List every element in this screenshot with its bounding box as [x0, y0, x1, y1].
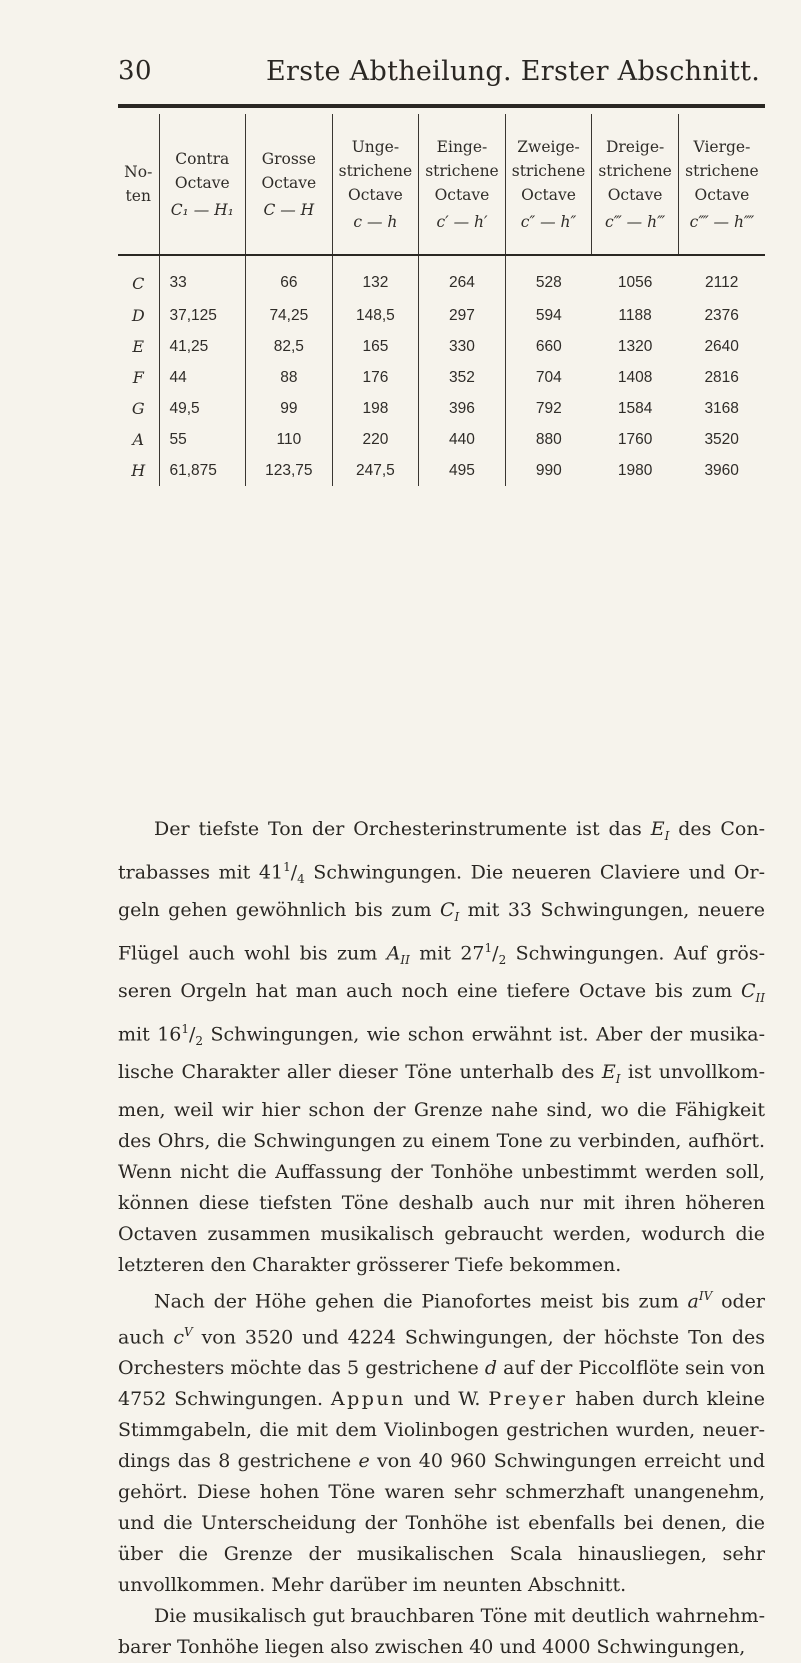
body-text: [118, 814, 765, 1663]
column-header-line: Octave: [261, 173, 317, 192]
octave-range-label: C — H: [263, 200, 315, 219]
frequency-cell: 37,125: [159, 300, 246, 331]
text-segment: V: [184, 1324, 193, 1339]
frequency-cell: 110: [246, 424, 333, 455]
frequency-cell: 74,25: [246, 300, 333, 331]
text-segment: A: [386, 942, 401, 965]
frequency-cell: 88: [246, 362, 333, 393]
frequency-cell: 247,5: [332, 455, 419, 486]
paragraph: [118, 1601, 765, 1663]
column-header-line: strichene: [338, 161, 413, 180]
text-segment: C: [439, 898, 455, 921]
text-segment: mit 27: [409, 942, 485, 965]
frequency-cell: 1056: [617, 274, 653, 291]
frequency-cell: 1408: [617, 368, 653, 386]
table-row: [118, 393, 765, 424]
note-name-cell: A: [132, 430, 145, 449]
note-name-cell: E: [132, 337, 145, 356]
frequency-cell: 2112: [705, 274, 739, 291]
text-segment: 1: [283, 859, 291, 874]
text-segment: 2: [195, 1033, 204, 1048]
frequency-cell: 2640: [704, 337, 739, 355]
column-header-line: Unge-: [351, 137, 400, 156]
table-header-row: [118, 114, 765, 255]
author-name: Appun: [330, 1388, 406, 1411]
text-segment: oder auch: [118, 1289, 765, 1349]
column-header-line: Contra: [175, 149, 230, 168]
column-header-line: Octave: [174, 173, 230, 192]
frequency-cell: 330: [419, 331, 506, 362]
table-row: [118, 424, 765, 455]
table-row: [118, 300, 765, 331]
column-header-line: Zweige-: [517, 137, 580, 156]
text-segment: /: [290, 861, 298, 884]
column-header-line: ten: [125, 187, 151, 205]
text-segment: ist unvollkommen, weil wir hier schon der Grenze nahe sind, wo die Fähigkeit des Ohrs, die Schwingungen zu einem Tone zu verbinden, aufhört. Wenn nicht die Auffassung der Tonhöhe unbestimmt werden soll, können diese tiefsten Töne deshalb auch nur mit ihren höheren Octaven zusammen musikalisch gebraucht werden, wodurch die letzteren den Charakter grösserer Tiefe bekommen.: [118, 1060, 765, 1276]
column-header-line: Octave: [694, 185, 750, 204]
octave-range-label: c′ — h′: [436, 212, 488, 231]
column-header-line: strichene: [425, 161, 499, 180]
note-name-cell: C: [132, 273, 145, 293]
page-header: [118, 56, 761, 92]
column-header: [118, 114, 159, 255]
frequency-cell: 990: [505, 455, 592, 486]
paragraph: [118, 1281, 765, 1602]
frequency-cell: 495: [419, 455, 506, 486]
frequency-cell: 880: [505, 424, 592, 455]
text-segment: I: [615, 1071, 621, 1086]
octave-range-label: c″ — h″: [520, 212, 577, 231]
frequency-cell: 49,5: [159, 393, 246, 424]
text-segment: des Contrabasses mit 41: [118, 818, 765, 884]
frequency-cell: 176: [332, 362, 419, 393]
note-name-cell: G: [131, 399, 145, 418]
author-name: Preyer: [488, 1388, 568, 1411]
text-segment: II: [755, 990, 765, 1005]
frequency-table: [118, 114, 765, 486]
frequency-cell: 3960: [704, 461, 739, 479]
frequency-cell: 440: [419, 424, 506, 455]
frequency-cell: 660: [505, 331, 592, 362]
text-segment: und W.: [405, 1388, 489, 1411]
text-segment: a: [687, 1289, 699, 1312]
octave-range-label: C₁ — H₁: [170, 200, 234, 219]
note-name-cell: D: [131, 306, 145, 325]
text-segment: IV: [698, 1288, 713, 1303]
frequency-cell: 2376: [704, 306, 739, 324]
text-segment: Schwingungen. Auf grösseren Orgeln hat man auch noch eine tiefere Octave bis zum: [118, 942, 766, 1002]
column-header-line: strichene: [598, 161, 672, 180]
column-header-line: Vierge-: [693, 137, 751, 156]
text-segment: E: [601, 1060, 616, 1083]
frequency-cell: 1584: [617, 399, 653, 417]
column-header-line: Octave: [521, 185, 576, 204]
frequency-cell: 3520: [704, 430, 739, 448]
column-header: [592, 114, 679, 255]
text-segment: von 40 960 Schwingungen erreicht und gehört. Diese hohen Töne waren sehr schmerzhaft unangenehm, und die Unterscheidung der Tonhöhe ist ebenfalls bei denen, die über die Grenze der musikalischen Scala hinausliegen, sehr unvollkommen. Mehr darüber im neunten Abschnitt.: [118, 1450, 765, 1597]
text-segment: C: [740, 979, 756, 1002]
octave-range-label: c — h: [353, 212, 398, 231]
column-header-line: No-: [124, 163, 153, 181]
column-header-line: strichene: [685, 161, 759, 180]
column-header-line: Octave: [607, 185, 663, 204]
column-header: [159, 114, 246, 255]
column-header: [505, 114, 592, 255]
paragraph: [118, 814, 765, 1281]
text-segment: 4: [297, 871, 305, 886]
column-header-line: Einge-: [436, 137, 488, 156]
text-segment: Schwingungen, wie schon erwähnt ist. Aber der musikalische Charakter aller dieser Töne unterhalb des: [118, 1022, 765, 1083]
text-segment: mit 16: [118, 1022, 182, 1045]
text-segment: /: [492, 942, 499, 965]
text-segment: Schwingungen. Die neueren Claviere und Orgeln gehen gewöhnlich bis zum: [118, 861, 766, 921]
text-segment: von 3520 und 4224 Schwingungen, der höchste Ton des Orchesters möchte das 5 gestrichene: [118, 1326, 765, 1380]
frequency-cell: 44: [159, 362, 246, 393]
column-header: [246, 114, 333, 255]
frequency-cell: 148,5: [332, 300, 419, 331]
table-row: [118, 455, 765, 486]
column-header-line: Dreige-: [605, 137, 665, 156]
text-segment: /: [189, 1022, 196, 1045]
column-header-line: Octave: [434, 185, 490, 204]
text-segment: E: [650, 818, 665, 840]
text-segment: d: [484, 1357, 498, 1380]
frequency-cell: 594: [505, 300, 592, 331]
frequency-cell: 33: [159, 255, 246, 300]
text-segment: mit 33 Schwingungen, neuere Flügel auch wohl bis zum: [118, 898, 765, 965]
column-header-line: strichene: [511, 161, 586, 180]
frequency-cell: 264: [419, 255, 506, 300]
note-name-cell: F: [132, 368, 144, 387]
frequency-cell: 1980: [617, 461, 653, 479]
frequency-cell: 82,5: [246, 331, 333, 362]
text-segment: II: [400, 952, 410, 967]
table-row: [118, 331, 765, 362]
frequency-cell: 1760: [617, 430, 653, 448]
octave-range-label: c⁗ — h⁗: [689, 212, 755, 231]
table-body: [118, 255, 765, 486]
frequency-cell: 528: [505, 255, 592, 300]
frequency-cell: 198: [332, 393, 419, 424]
column-header-line: Octave: [348, 185, 403, 204]
frequency-cell: 2816: [704, 368, 739, 386]
table-top-rule: [118, 104, 765, 108]
frequency-cell: 220: [332, 424, 419, 455]
frequency-cell: 792: [505, 393, 592, 424]
frequency-cell: 297: [419, 300, 506, 331]
frequency-cell: 99: [246, 393, 333, 424]
text-segment: I: [664, 828, 670, 843]
frequency-cell: 352: [419, 362, 506, 393]
frequency-cell: 165: [332, 331, 419, 362]
text-segment: auf der Piccolflöte sein von 4752 Schwingungen.: [118, 1357, 765, 1411]
text-segment: Die musikalisch gut brauchbaren Töne mit deutlich wahrnehmbarer Tonhöhe liegen also zwischen 40 und 4000 Schwingungen,: [118, 1605, 765, 1659]
frequency-cell: 41,25: [159, 331, 246, 362]
running-head: Erste Abtheilung. Erster Abschnitt.: [266, 56, 761, 87]
text-segment: 1: [181, 1021, 190, 1036]
frequency-cell: 66: [246, 255, 333, 300]
text-segment: c: [173, 1326, 184, 1349]
frequency-cell: 55: [159, 424, 246, 455]
frequency-cell: 61,875: [159, 455, 246, 486]
frequency-cell: 704: [505, 362, 592, 393]
text-segment: I: [454, 909, 460, 924]
frequency-cell: 1188: [618, 306, 652, 324]
octave-range-label: c‴ — h‴: [605, 212, 666, 231]
page-number: 30: [118, 56, 153, 86]
frequency-cell: 1320: [617, 337, 653, 355]
frequency-cell: 123,75: [246, 455, 333, 486]
table-row: [118, 255, 765, 300]
text-segment: 1: [484, 940, 493, 955]
column-header: [332, 114, 419, 255]
frequency-cell: 3168: [704, 399, 739, 417]
text-segment: haben durch kleine Stimmgabeln, die mit dem Violinbogen gestrichen wurden, neuerdings das 8 gestrichene: [118, 1388, 765, 1473]
frequency-cell: 132: [332, 255, 419, 300]
text-segment: 2: [498, 952, 507, 967]
text-segment: Nach der Höhe gehen die Pianofortes meist bis zum: [154, 1289, 688, 1312]
column-header-line: Grosse: [261, 149, 316, 168]
frequency-cell: 396: [419, 393, 506, 424]
table-row: [118, 362, 765, 393]
text-segment: Der tiefste Ton der Orchesterinstrumente ist das: [154, 818, 651, 840]
text-segment: e: [358, 1450, 370, 1473]
note-name-cell: H: [131, 461, 146, 480]
column-header: [419, 114, 506, 255]
column-header: [678, 114, 765, 255]
